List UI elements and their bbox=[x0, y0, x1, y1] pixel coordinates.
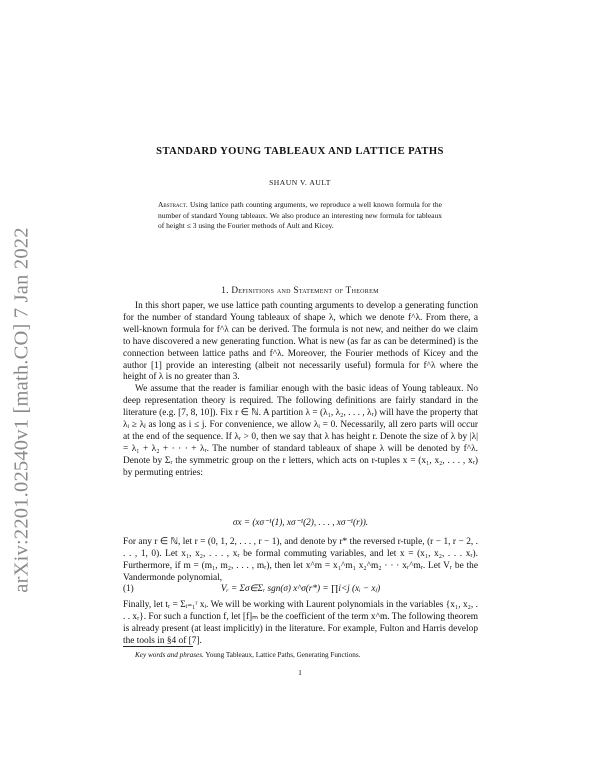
footnote bbox=[135, 651, 361, 659]
equation-vandermonde: Vᵣ = Σσ∈Σᵣ sgn(σ) x^σ(r*) = ∏i<j (xᵢ − xⱼ) bbox=[220, 583, 381, 593]
body-block-3 bbox=[123, 600, 478, 648]
footnote-rule bbox=[123, 646, 193, 647]
body-block-2 bbox=[123, 537, 478, 585]
equation-number: (1) bbox=[123, 583, 134, 593]
paragraph-definitions: We assume that the reader is familiar enough with the basic ideas of Young tableaux. No deep representation theory is required. The following definitions are fairly standard in the literature (e.g. [7, 8, 10]). Fix r ∈ ℕ. A partition λ = (λ₁, λ₂, . . . , λᵣ) will have the property that λᵢ ≥ λⱼ as long as i ≤ j. For convenience, we allow λᵢ = 0. Necessarily, all zero parts will occur at the end of the sequence. If λᵣ > 0, then we say that λ has height r. Denote the size of λ by |λ| = λ₁ + λ₂ + · · · + λᵣ. The number of standard tableaux of shape λ will be denoted by f^λ. Denote by Σᵣ the symmetric group on the r letters, which acts on r-tuples x = (x₁, x₂, . . . , xᵣ) by permuting entries: bbox=[123, 384, 478, 478]
paragraph-vandermonde: For any r ∈ ℕ, let r = (0, 1, 2, . . . , r − 1), and denote by r* the reversed r-tuple, (r − 1, r − 2, . . . , 1, 0). Let x₁, x₂, . . . , xᵣ be formal commuting variables, and let x = (x₁, x₂, . . . xᵣ). Furthermore, if m = (m₁, m₂, . . . , mᵣ), then let x^m = x₁^m₁ x₂^m₂ · · · xᵣ^mᵣ. Let Vᵣ be the Vandermonde polynomial, bbox=[123, 537, 478, 583]
abstract bbox=[158, 200, 442, 232]
arxiv-side-label bbox=[6, 215, 38, 605]
paper-author: SHAUN V. AULT bbox=[269, 178, 331, 187]
footnote-text: Young Tableaux, Lattice Paths, Generating Functions. bbox=[205, 651, 361, 659]
page-number: 1 bbox=[298, 668, 302, 677]
equation-sigma-action: σx = (xσ⁻¹(1), xσ⁻¹(2), . . . , xσ⁻¹(r)). bbox=[232, 517, 369, 527]
abstract-text: Using lattice path counting arguments, we reproduce a well known formula for the number of standard Young tableaux. We also produce an interesting new formula for tableaux of height ≤ 3 using the Fourier methods of Ault and Kicey. bbox=[158, 200, 442, 231]
paragraph-theorem-intro: Finally, let tᵣ = Σᵢ₌₁ʳ xᵢ. We will be working with Laurent polynomials in the variables {x₁, x₂, . . . xᵣ}. For such a function f, let [f]ₘ be the coefficient of the term x^m. The following theorem is already present (at least implicitly) in the literature. For example, Fulton and Harris develop the tools in §4 of [7]. bbox=[123, 600, 478, 646]
abstract-label: Abstract. bbox=[158, 200, 188, 209]
footnote-label: Key words and phrases. bbox=[135, 651, 204, 659]
paper-title: STANDARD YOUNG TABLEAUX AND LATTICE PATHS bbox=[156, 146, 444, 157]
body-block-1 bbox=[123, 301, 478, 480]
paragraph-intro: In this short paper, we use lattice path counting arguments to develop a generating function for the number of standard Young tableaux of shape λ, which we denote f^λ. From there, a well-known formula for f^λ can be derived. The formula is not new, and neither do we claim to have discovered a new generating function. What is new (as far as can be determined) is the connection between lattice paths and f^λ. Moreover, the Fourier methods of Kicey and the author [1] provide an interesting (albeit not necessarily useful) formula for f^λ where the height of λ is no greater than 3. bbox=[123, 301, 478, 383]
section-heading: 1. Definitions and Statement of Theorem bbox=[221, 285, 379, 295]
arxiv-identifier: arXiv:2201.02540v1 [math.CO] 7 Jan 2022 bbox=[10, 227, 33, 593]
